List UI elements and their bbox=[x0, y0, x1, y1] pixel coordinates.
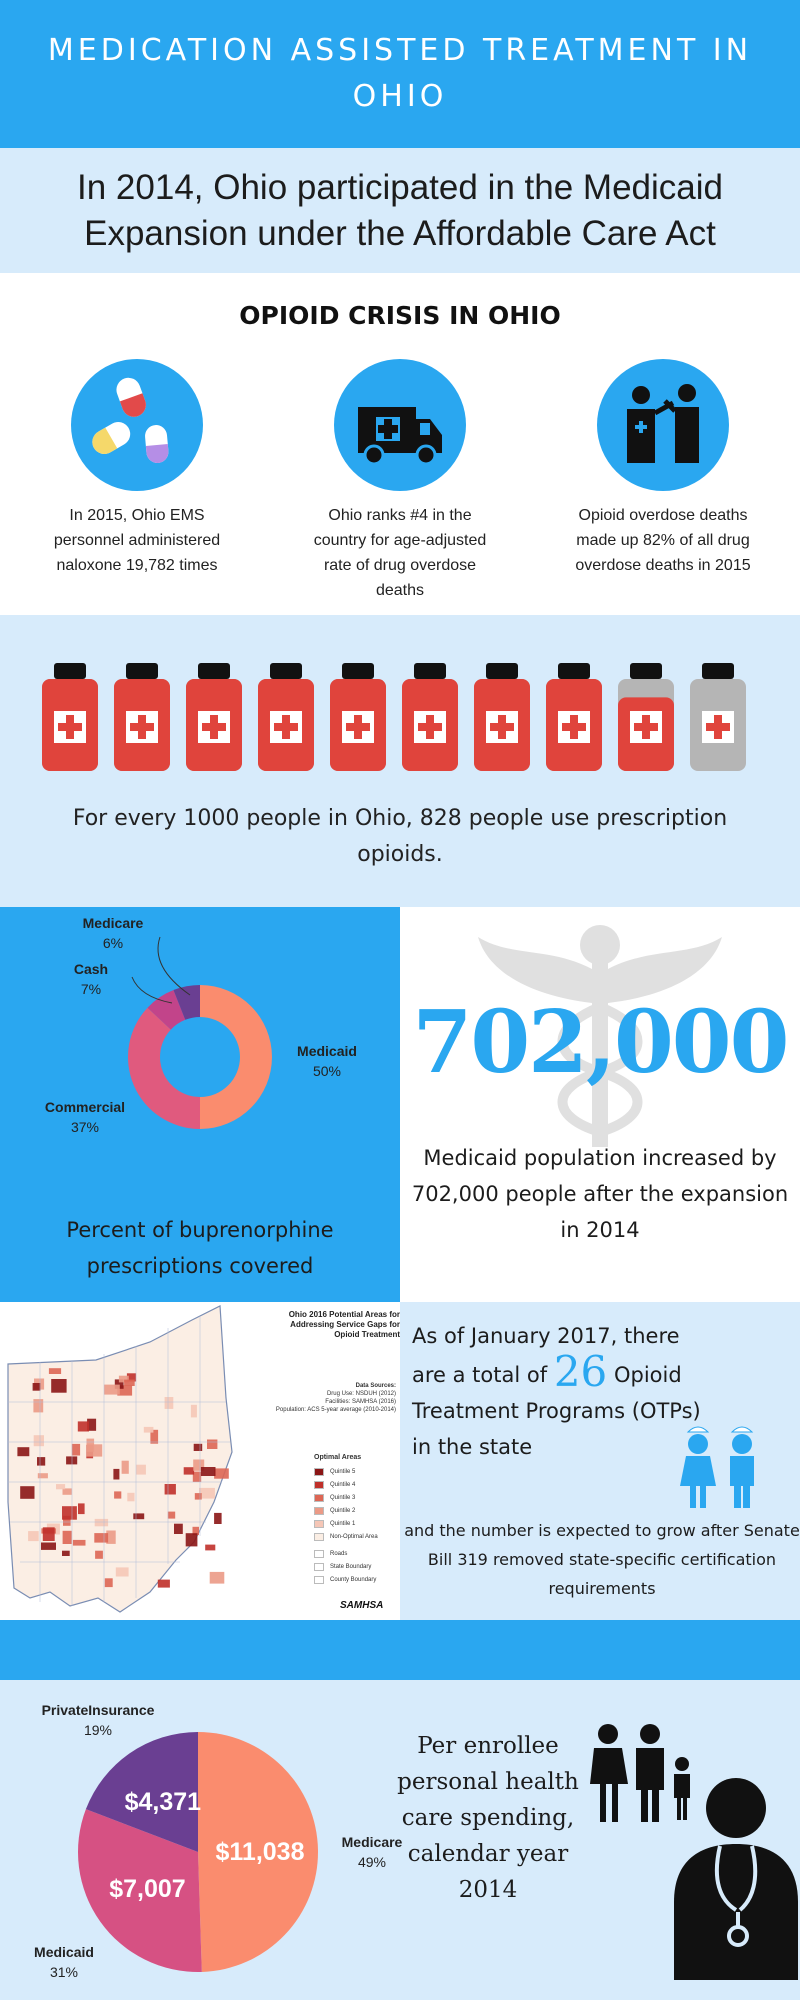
slice-pct: 31% bbox=[49, 1964, 79, 1980]
map-area bbox=[186, 1533, 198, 1546]
donut-label-commercial bbox=[30, 1097, 140, 1137]
map-area bbox=[191, 1405, 197, 1418]
map-area bbox=[41, 1543, 56, 1550]
stat-rank bbox=[300, 359, 500, 603]
map-area bbox=[33, 1399, 43, 1412]
healthcare-workers-icon bbox=[670, 1422, 770, 1512]
map-area bbox=[66, 1456, 77, 1464]
map-area bbox=[37, 1457, 45, 1466]
stat-text: Opioid overdose deaths made up 82% of all drug overdose deaths in 2015 bbox=[575, 507, 751, 574]
otp-growth-text: and the number is expected to grow after Senate Bill 319 removed state-specific certification requirements bbox=[404, 1521, 800, 1598]
map-area bbox=[33, 1383, 41, 1391]
map-sources-heading: Data Sources: bbox=[355, 1383, 396, 1389]
map-source-line: Population: ACS 5-year average (2010-2014) bbox=[275, 1407, 396, 1413]
pie-amount-label: $7,007 bbox=[109, 1874, 186, 1903]
slice-pct: 50% bbox=[312, 1063, 342, 1079]
opioid-crisis-section bbox=[0, 273, 800, 615]
spending-section bbox=[0, 1680, 800, 2000]
legend-title: Optimal Areas bbox=[314, 1454, 362, 1461]
map-area bbox=[62, 1551, 70, 1556]
donut-caption: Percent of buprenorphine prescriptions covered bbox=[66, 1218, 334, 1278]
map-area bbox=[122, 1461, 129, 1474]
map-area bbox=[136, 1465, 146, 1475]
legend-item bbox=[314, 1530, 400, 1543]
map-area bbox=[95, 1519, 108, 1526]
legend-swatch bbox=[314, 1481, 324, 1489]
legend-swatch bbox=[314, 1507, 324, 1515]
map-area bbox=[78, 1421, 89, 1431]
legend-label: Roads bbox=[330, 1550, 348, 1557]
otp-text-after: Opioid Treatment Programs (OTPs) in the state bbox=[412, 1363, 701, 1459]
map-source-line: Drug Use: NSDUH (2012) bbox=[326, 1391, 396, 1397]
map-area bbox=[28, 1531, 39, 1541]
page-title: MEDICATION ASSISTED TREATMENT IN OHIO bbox=[47, 33, 753, 114]
legend-label: Quintile 4 bbox=[330, 1481, 356, 1488]
map-area bbox=[20, 1486, 34, 1499]
map-area bbox=[34, 1435, 44, 1446]
pie-label-medicaid bbox=[24, 1942, 104, 1982]
map-area bbox=[94, 1533, 108, 1543]
pie-label-private bbox=[28, 1700, 168, 1740]
map-sources bbox=[266, 1382, 396, 1414]
map-area bbox=[210, 1572, 225, 1584]
map-area bbox=[49, 1368, 61, 1374]
opioid-usage-text: For every 1000 people in Ohio, 828 people use prescription opioids. bbox=[72, 806, 728, 867]
pills-icon bbox=[71, 359, 203, 491]
legend-label: Non-Optimal Area bbox=[330, 1533, 378, 1540]
legend-item bbox=[314, 1547, 400, 1560]
medicaid-increase-text: Medicaid population increased by 702,000 people after the expansion in 2014 bbox=[411, 1146, 789, 1242]
map-area bbox=[105, 1578, 113, 1587]
map-area bbox=[144, 1427, 154, 1433]
samhsa-logo: SAMHSA bbox=[340, 1600, 384, 1611]
doctor-patient-icon bbox=[597, 359, 729, 491]
slice-name: Medicare bbox=[341, 1834, 403, 1850]
expansion-text: In 2014, Ohio participated in the Medicaid Expansion under the Affordable Care Act bbox=[77, 167, 723, 253]
map-area bbox=[17, 1447, 29, 1456]
legend-swatch bbox=[314, 1494, 324, 1502]
map-area bbox=[38, 1473, 48, 1478]
pill-bottle-icon bbox=[42, 663, 98, 771]
slice-name: Cash bbox=[73, 961, 109, 977]
map-area bbox=[207, 1440, 217, 1450]
map-area bbox=[194, 1444, 203, 1451]
divider-bar bbox=[0, 1620, 800, 1680]
map-area bbox=[124, 1380, 135, 1386]
map-area bbox=[78, 1503, 85, 1514]
donut-label-cash bbox=[56, 959, 126, 999]
otp-text-before: As of January 2017, there are a total of bbox=[412, 1324, 680, 1387]
slice-name: Medicaid bbox=[297, 1043, 357, 1059]
map-area bbox=[205, 1545, 215, 1551]
medicaid-population-section bbox=[400, 907, 800, 1302]
slice-pct: 19% bbox=[83, 1722, 113, 1738]
legend-swatch bbox=[314, 1533, 324, 1541]
slice-pct: 37% bbox=[70, 1119, 100, 1135]
donut-slice-medicaid bbox=[200, 985, 272, 1129]
slice-name: PrivateInsurance bbox=[41, 1702, 155, 1718]
donut-label-medicare bbox=[68, 913, 158, 953]
legend-label: Quintile 3 bbox=[330, 1494, 356, 1501]
crisis-heading: OPIOID CRISIS IN OHIO bbox=[239, 301, 561, 330]
otp-count-text bbox=[412, 1318, 712, 1465]
map-area bbox=[43, 1527, 55, 1541]
map-area bbox=[51, 1379, 66, 1393]
legend-label: Quintile 2 bbox=[330, 1507, 356, 1514]
pill-bottle-icon bbox=[114, 663, 170, 771]
pill-bottle-icon bbox=[618, 663, 674, 771]
legend-label: State Boundary bbox=[330, 1563, 372, 1570]
legend-swatch bbox=[314, 1550, 324, 1558]
map-area bbox=[165, 1397, 174, 1409]
legend-item bbox=[314, 1504, 400, 1517]
stat-overdose-deaths bbox=[563, 359, 763, 578]
map-area bbox=[116, 1567, 129, 1576]
map-area bbox=[214, 1468, 229, 1478]
legend-item bbox=[314, 1573, 400, 1586]
map-area bbox=[72, 1444, 80, 1456]
map-area bbox=[114, 1491, 121, 1498]
slice-pct: 49% bbox=[357, 1854, 387, 1870]
pill-bottle-icon bbox=[474, 663, 530, 771]
map-title: Ohio 2016 Potential Areas for Addressing Service Gaps for Opioid Treatment bbox=[288, 1310, 400, 1339]
expansion-banner bbox=[0, 148, 800, 273]
header-banner bbox=[0, 0, 800, 148]
legend-item bbox=[314, 1491, 400, 1504]
map-area bbox=[184, 1467, 194, 1474]
legend-label: Quintile 5 bbox=[330, 1468, 356, 1475]
map-area bbox=[127, 1493, 134, 1502]
map-source-line: Facilities: SAMHSA (2016) bbox=[325, 1399, 396, 1405]
map-area bbox=[158, 1580, 170, 1588]
map-area bbox=[113, 1469, 119, 1480]
map-area bbox=[201, 1467, 216, 1476]
pill-bottle-icon bbox=[258, 663, 314, 771]
slice-pct: 6% bbox=[102, 935, 124, 951]
ambulance-icon bbox=[334, 359, 466, 491]
legend-label: Quintile 1 bbox=[330, 1520, 356, 1527]
prescription-opioids-section bbox=[0, 615, 800, 907]
pill-bottle-icon bbox=[402, 663, 458, 771]
map-area bbox=[174, 1524, 183, 1534]
otp-section bbox=[0, 1302, 800, 1620]
legend-item bbox=[314, 1560, 400, 1573]
pill-bottle-icon bbox=[546, 663, 602, 771]
stat-text: In 2015, Ohio EMS personnel administered naloxone 19,782 times bbox=[53, 507, 221, 574]
family-doctor-icon bbox=[580, 1680, 800, 2000]
slice-name: Medicaid bbox=[34, 1944, 94, 1960]
pie-amount-label: $11,038 bbox=[215, 1838, 305, 1867]
map-area bbox=[95, 1551, 103, 1559]
legend-swatch bbox=[314, 1563, 324, 1571]
legend-swatch bbox=[314, 1520, 324, 1528]
map-area bbox=[73, 1540, 86, 1546]
slice-name: Medicare bbox=[82, 915, 144, 931]
medicaid-increase-number: 702,000 bbox=[412, 992, 788, 1093]
pill-bottle-icon bbox=[690, 663, 746, 771]
map-area bbox=[195, 1493, 202, 1500]
map-legend bbox=[314, 1454, 400, 1586]
map-area bbox=[168, 1512, 175, 1519]
map-area bbox=[133, 1513, 144, 1519]
otp-count-number: 26 bbox=[553, 1347, 608, 1396]
pie-amount-label: $4,371 bbox=[124, 1787, 202, 1816]
stat-naloxone bbox=[37, 359, 237, 578]
legend-item bbox=[314, 1517, 400, 1530]
pill-bottle-icon bbox=[330, 663, 386, 771]
ohio-service-gap-map bbox=[0, 1302, 400, 1620]
ohio-map-shape bbox=[0, 1302, 262, 1620]
map-area bbox=[56, 1484, 65, 1489]
map-area bbox=[214, 1513, 222, 1524]
map-area bbox=[104, 1385, 120, 1395]
legend-item bbox=[314, 1478, 400, 1491]
stat-text: Ohio ranks #4 in the country for age-adjusted rate of drug overdose deaths bbox=[313, 507, 487, 599]
map-area bbox=[63, 1531, 72, 1544]
bottle-icon-row bbox=[40, 663, 760, 773]
donut-label-medicaid bbox=[282, 1041, 372, 1081]
spending-caption: Per enrollee personal health care spending, calendar year 2014 bbox=[397, 1733, 579, 1903]
map-area bbox=[86, 1444, 102, 1456]
slice-pct: 7% bbox=[80, 981, 102, 997]
legend-swatch bbox=[314, 1468, 324, 1476]
map-area bbox=[62, 1506, 77, 1520]
legend-swatch bbox=[314, 1576, 324, 1584]
legend-label: County Boundary bbox=[330, 1576, 377, 1583]
buprenorphine-section bbox=[0, 907, 400, 1302]
legend-item bbox=[314, 1465, 400, 1478]
pill-bottle-icon bbox=[186, 663, 242, 771]
slice-name: Commercial bbox=[44, 1099, 126, 1115]
map-area bbox=[165, 1484, 176, 1495]
map-area bbox=[63, 1488, 72, 1494]
